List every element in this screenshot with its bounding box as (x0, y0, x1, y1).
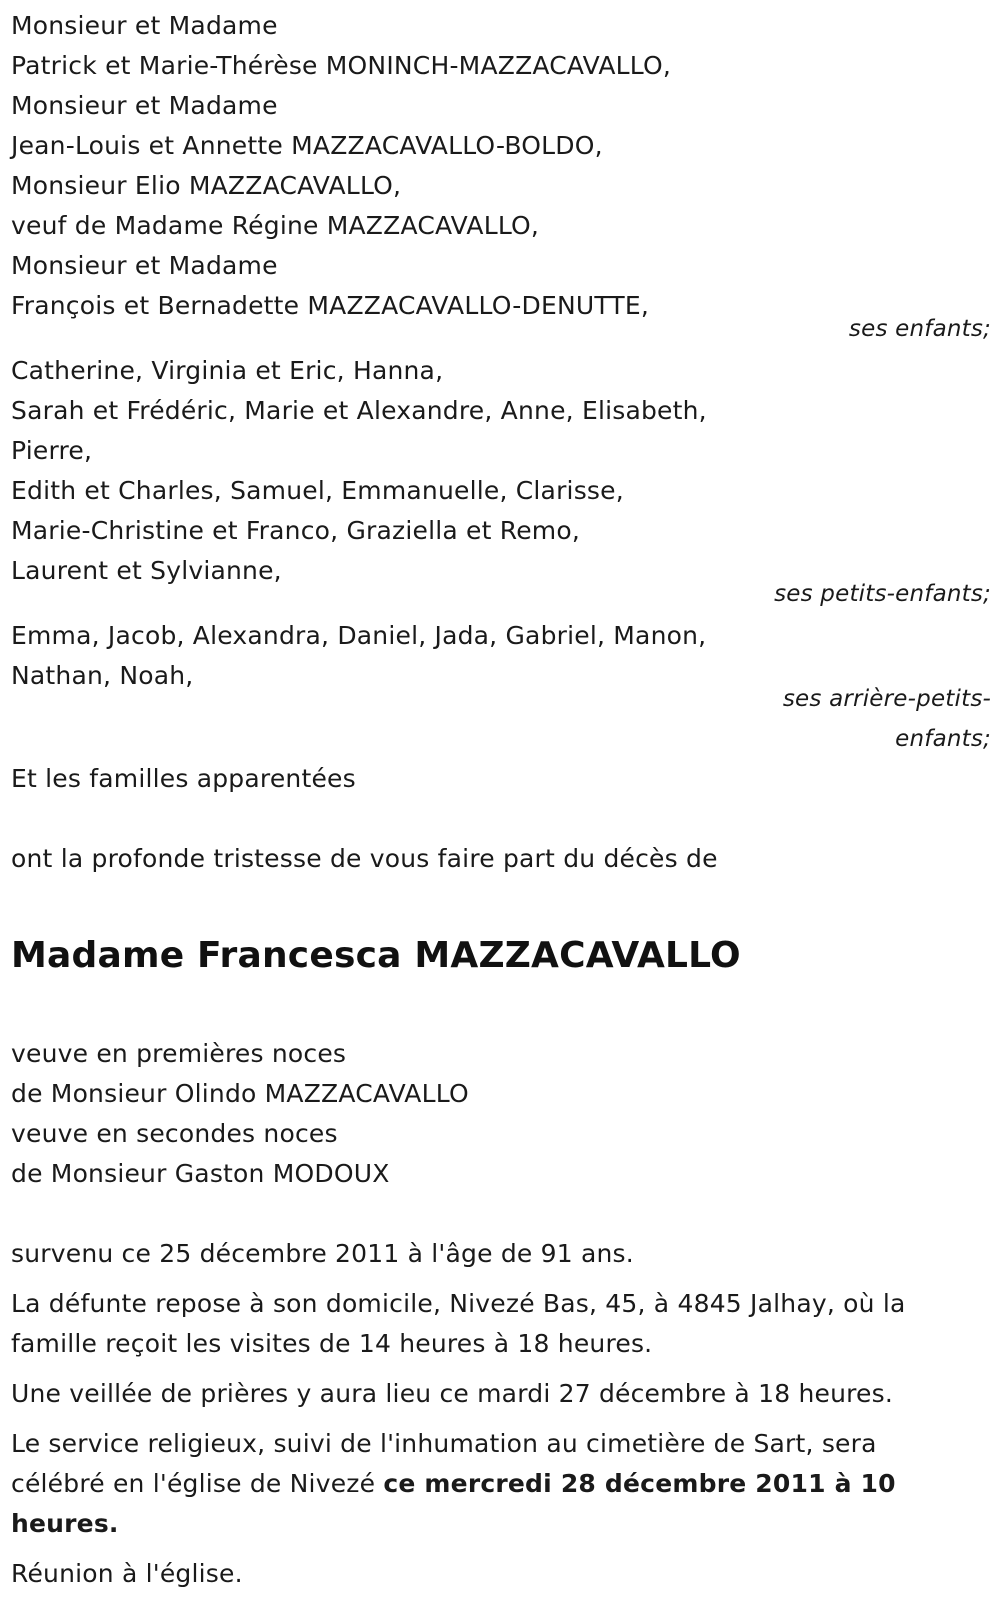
vigil-details (11, 1374, 991, 1414)
great-grandchildren-role-label-cont: enfants; (895, 726, 991, 752)
grandchildren-line: Pierre, (11, 436, 93, 465)
widow-line: veuve en secondes noces (11, 1119, 338, 1148)
obituary-notice (11, 6, 991, 1604)
meeting-details-text: Réunion à l'église. (11, 1559, 243, 1588)
children-section (11, 6, 991, 349)
repose-details (11, 1284, 991, 1364)
repose-details-text: La défunte repose à son domicile, Nivezé Bas, 45, à 4845 Jalhay, où la (11, 1289, 906, 1318)
vigil-details-text: Une veillée de prières y aura lieu ce mardi 27 décembre à 18 heures. (11, 1379, 893, 1408)
grandchildren-line: Laurent et Sylvianne, (11, 556, 282, 585)
children-line: Monsieur et Madame (11, 91, 278, 120)
meeting-details (11, 1554, 991, 1594)
grandchildren-role-label: ses petits-enfants; (774, 581, 991, 607)
service-details-text: Le service religieux, suivi de l'inhumation au cimetière de Sart, sera (11, 1429, 877, 1458)
children-role-label: ses enfants; (848, 316, 991, 342)
service-details (11, 1424, 991, 1544)
great-grandchildren-role-label: ses arrière-petits- (782, 686, 991, 712)
widow-line: veuve en premières noces (11, 1039, 347, 1068)
children-line: Jean-Louis et Annette MAZZACAVALLO-BOLDO, (11, 131, 603, 160)
great-grandchildren-section (11, 616, 991, 759)
deceased-name: Madame Francesca MAZZACAVALLO (11, 935, 741, 976)
service-location: célébré en l'église de Nivezé (11, 1469, 384, 1498)
grandchildren-line: Sarah et Frédéric, Marie et Alexandre, Anne, Elisabeth, (11, 396, 707, 425)
repose-details-text-cont: famille reçoit les visites de 14 heures à 18 heures. (11, 1329, 653, 1358)
grandchildren-line: Edith et Charles, Samuel, Emmanuelle, Clarisse, (11, 476, 624, 505)
children-line: Patrick et Marie-Thérèse MONINCH-MAZZACAVALLO, (11, 51, 672, 80)
grandchildren-line: Catherine, Virginia et Eric, Hanna, (11, 356, 444, 385)
widow-section (11, 1034, 991, 1194)
announcement-line: ont la profonde tristesse de vous faire part du décès de (11, 844, 718, 873)
grandchildren-line: Marie-Christine et Franco, Graziella et Remo, (11, 516, 580, 545)
families-line: Et les familles apparentées (11, 764, 356, 793)
children-line: Monsieur et Madame (11, 11, 278, 40)
children-line: Monsieur Elio MAZZACAVALLO, (11, 171, 402, 200)
widow-line: de Monsieur Olindo MAZZACAVALLO (11, 1079, 469, 1108)
children-line: veuf de Madame Régine MAZZACAVALLO, (11, 211, 540, 240)
great-grandchildren-line: Emma, Jacob, Alexandra, Daniel, Jada, Gabriel, Manon, (11, 621, 707, 650)
service-details-text-cont (11, 1464, 991, 1544)
great-grandchildren-line: Nathan, Noah, (11, 661, 194, 690)
children-line: François et Bernadette MAZZACAVALLO-DENUTTE, (11, 291, 650, 320)
widow-line: de Monsieur Gaston MODOUX (11, 1159, 390, 1188)
grandchildren-section (11, 351, 991, 614)
death-details-text: survenu ce 25 décembre 2011 à l'âge de 91 ans. (11, 1239, 634, 1268)
service-date-time: ce mercredi 28 décembre 2011 à 10 heures. (11, 1469, 896, 1538)
death-details (11, 1234, 991, 1274)
children-line: Monsieur et Madame (11, 251, 278, 280)
